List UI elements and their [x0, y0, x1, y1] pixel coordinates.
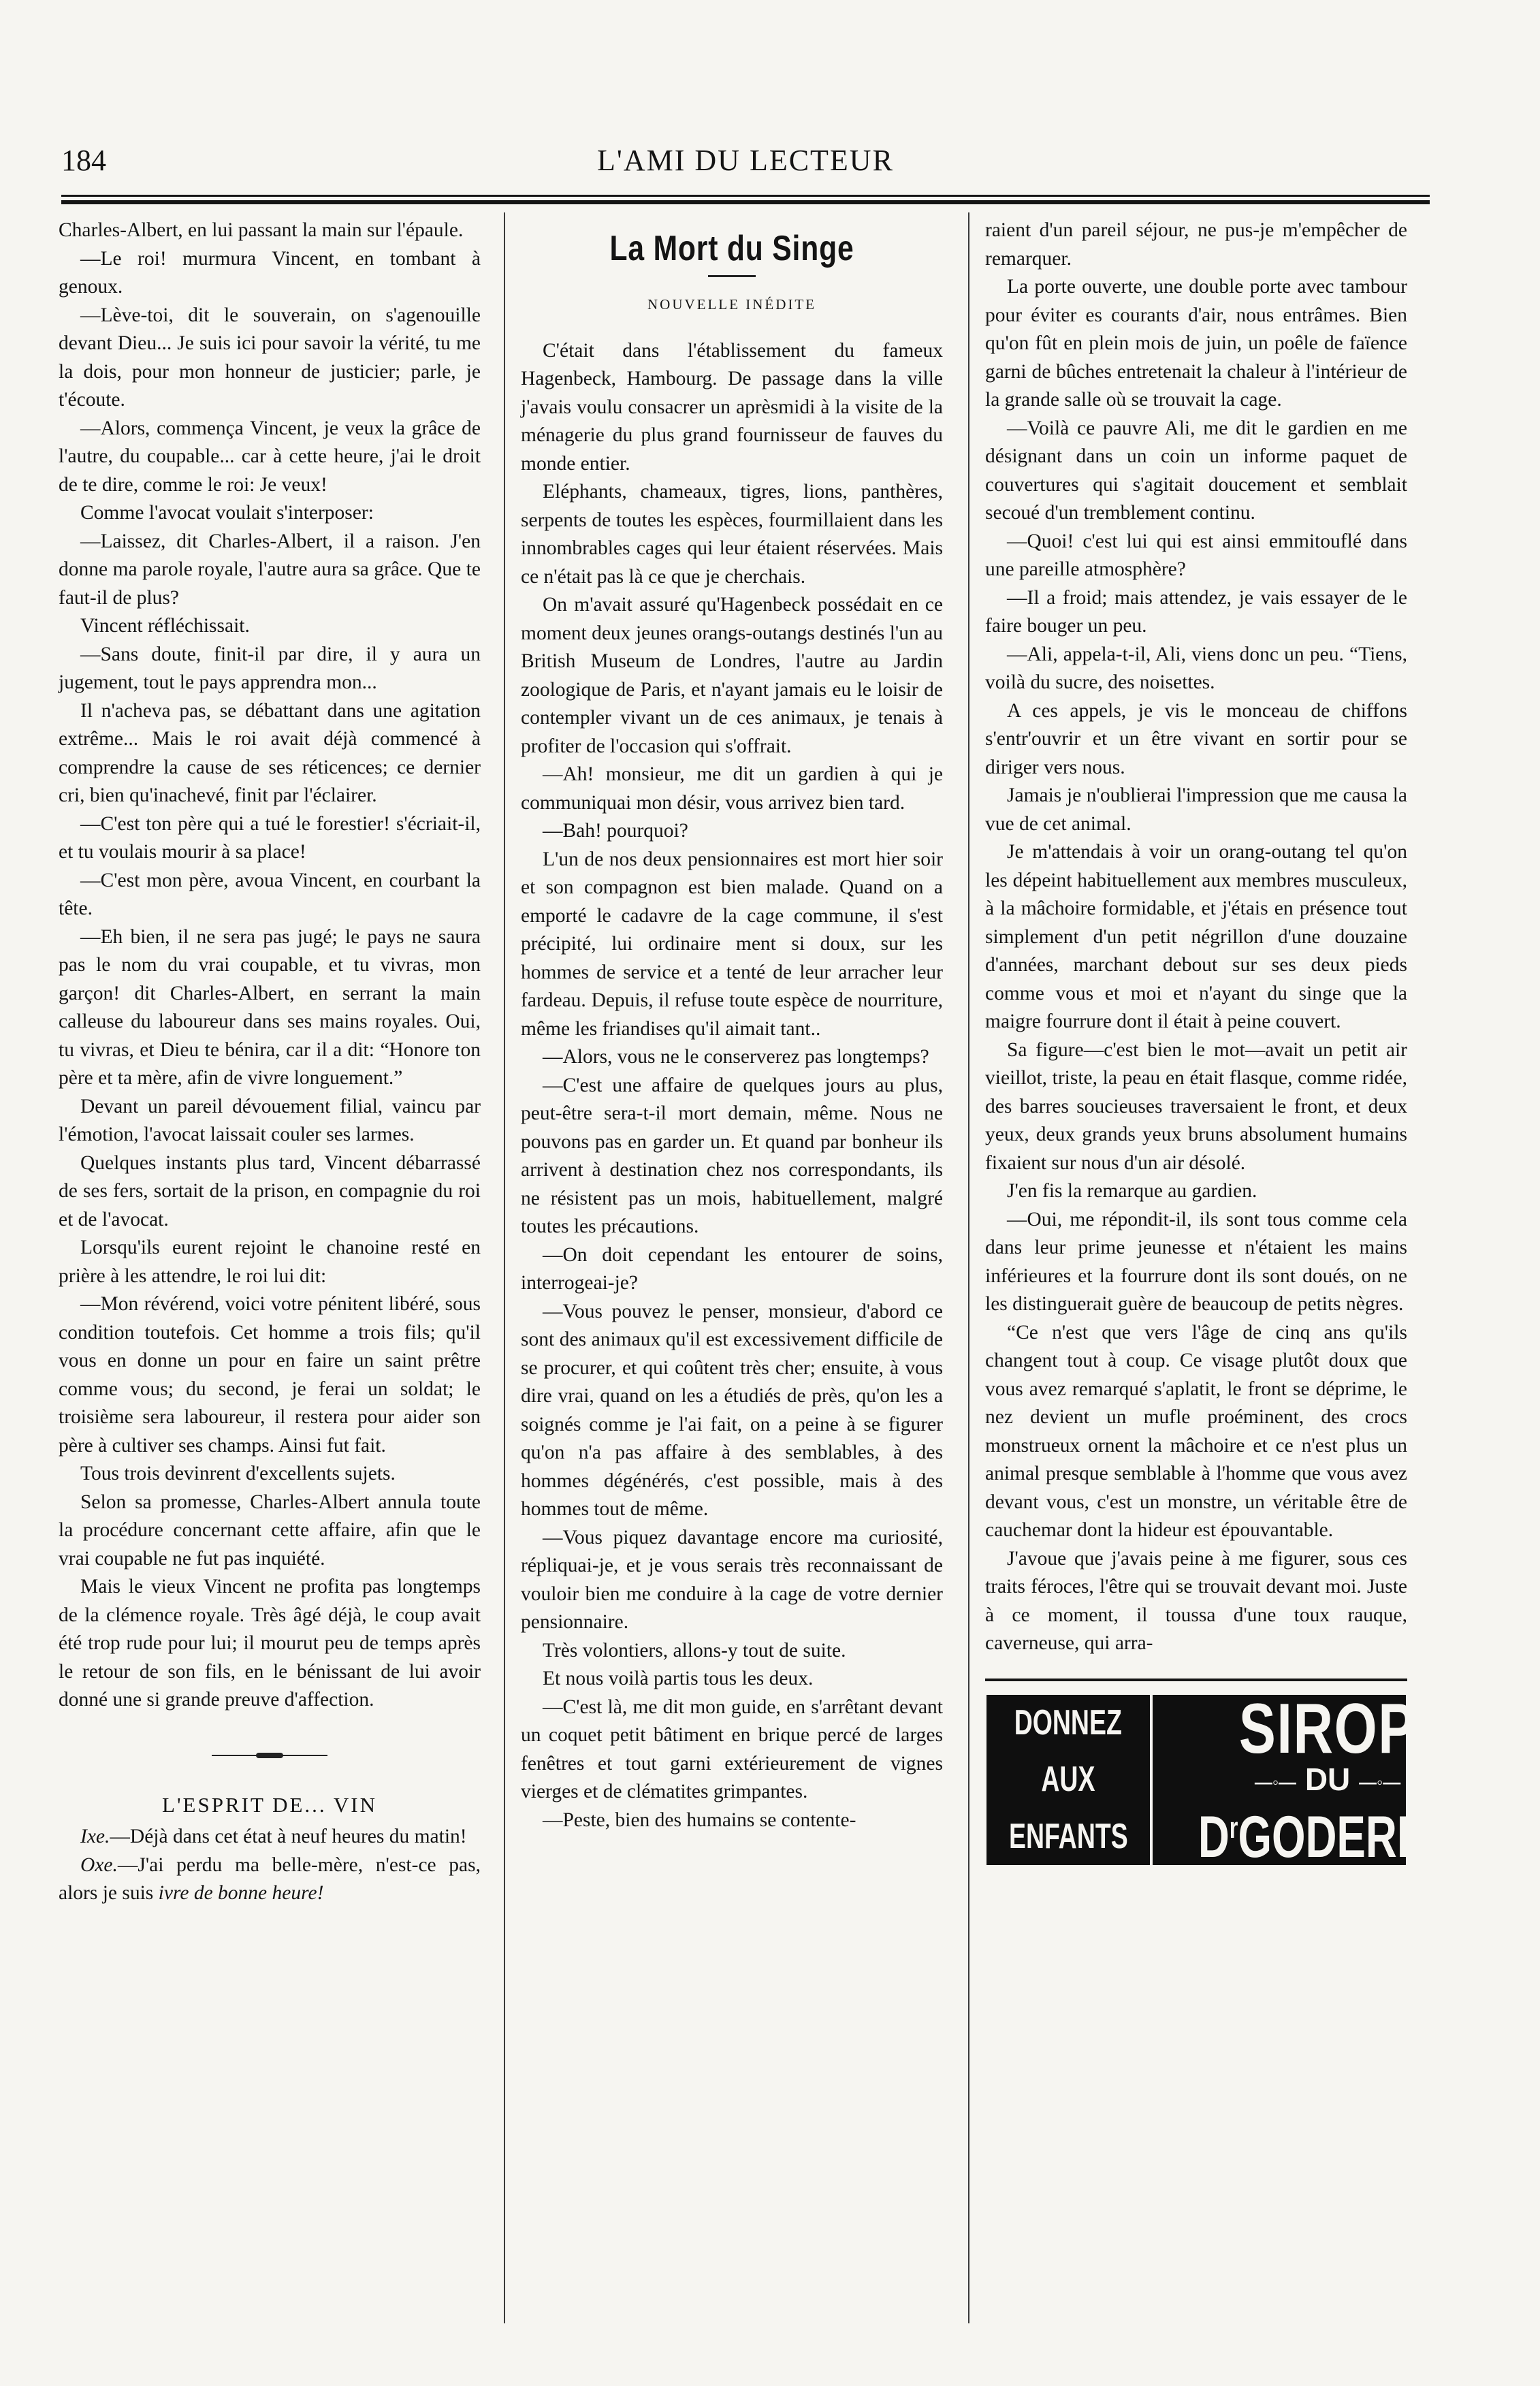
paragraph: C'était dans l'établissement du fameux Hagenbeck, Hambourg. De passage dans la ville j'avais voulu consacrer un aprèsmidi à la visite de la ménagerie du plus grand fournisseur de fauves du monde entier.: [521, 339, 943, 475]
paragraph: —Oui, me répondit-il, ils sont tous comme cela dans leur prime jeunesse et n'étaient les mains inférieures et la fourrure dont ils sont doués, on ne les distinguerait guère de beaucoup de petits nègres.: [985, 1208, 1407, 1315]
ornament-dot-icon: —◦—: [1254, 1771, 1297, 1792]
paragraph: La porte ouverte, une double porte avec tambour pour éviter es courants d'air, nous entrâmes. Bien qu'on fût en plein mois de juin, un poêle de faïence garni de bûches entretenait la chaleur à l'intérieur de la grande salle où se trouvait la cage.: [985, 276, 1407, 411]
header-rule-thick: [61, 200, 1430, 204]
story-title: La Mort du Singe: [609, 229, 854, 268]
paragraph: —Alors, commença Vincent, je veux la grâce de l'autre, du coupable... car à cette heure, j'ai le droit de te dire, comme le roi: Je veux!: [59, 417, 481, 496]
column-divider: [968, 212, 969, 2323]
ornament-dot-icon: —◦—: [1359, 1771, 1401, 1792]
paragraph: Sa figure—c'est bien le mot—avait un petit air vieillot, triste, la peau en était flasque, comme ridée, des barres soucieuses traversaient le front, et deux yeux, deux grands yeux bruns absolument humains fixaient sur nous d'un air désolé.: [985, 1038, 1407, 1174]
paragraph: L'un de nos deux pensionnaires est mort hier soir et son compagnon est bien malade. Quand on a emporté le cadavre de la cage commune, il s'est précipité, lui ordinaire ment si doux, sur les hommes de service et a tenté de leur arracher leur fardeau. Depuis, il refuse toute espèce de nourriture, même les friandises qu'il aimait tant..: [521, 848, 943, 1040]
ad-left-line: ENFANTS: [1008, 1816, 1128, 1856]
esprit-title: L'ESPRIT DE... VIN: [162, 1792, 377, 1817]
dialogue-text: —J'ai perdu ma belle-mère, n'est-ce pas, alors je suis: [59, 1854, 481, 1904]
paragraph: —Voilà ce pauvre Ali, me dit le gardien en me désignant dans un coin un informe paquet de couvertures qui s'agitait doucement et semblait secoué d'un tremblement continu.: [985, 417, 1407, 524]
paragraph: A ces appels, je vis le monceau de chiffons s'entr'ouvrir et un être vivant en sortir pour se diriger vers nous.: [985, 699, 1407, 778]
column-divider: [504, 212, 505, 2323]
paragraph: Et nous voilà partis tous les deux.: [543, 1668, 814, 1689]
paragraph: —Mon révérend, voici votre pénitent libéré, sous condition toutefois. Cet homme a trois fils; qu'il vous en donne un pour en faire un saint prêtre comme vous; du second, je ferai un soldat; le troisième sera laboureur, il restera pour aider son père à cultiver ses champs. Ainsi fut fait.: [59, 1293, 481, 1457]
paragraph: J'en fis la remarque au gardien.: [1007, 1180, 1257, 1202]
paragraph: —Le roi! murmura Vincent, en tombant à genoux.: [59, 247, 481, 298]
paragraph: —Bah! pourquoi?: [543, 820, 688, 842]
paragraph: —Vous piquez davantage encore ma curiosité, répliquai-je, et je vous serais très reconnaissant de vouloir bien me conduire à la cage de votre dernier pensionnaire.: [521, 1526, 943, 1633]
ad-brand: $D^rGODERRE$: [1198, 1804, 1458, 1871]
ad-left-panel: [986, 1695, 1153, 1865]
paragraph: Charles-Albert, en lui passant la main sur l'épaule.: [59, 219, 464, 241]
paragraph: Je m'attendais à voir un orang-outang tel qu'on les dépeint habituellement aux membres musculeux, à la mâchoire formidable, et j'étais en présence tout simplement d'un petit négrillon d'une douzaine d'années, marchant debout sur ses deux pieds comme vous et moi et n'ayant du singe que la maigre fourrure dont il était à peine couvert.: [985, 841, 1407, 1032]
paragraph: —C'est là, me dit mon guide, en s'arrêtant devant un coquet petit bâtiment en brique percé de larges fenêtres et tout garni extérieurement de vignes vierges et de clématites grimpantes.: [521, 1696, 943, 1802]
column-1: [59, 217, 481, 2338]
paragraph: —Quoi! c'est lui qui est ainsi emmitouflé dans une pareille atmosphère?: [985, 530, 1407, 580]
paragraph: Jamais je n'oublierai l'impression que me causa la vue de cet animal.: [985, 784, 1407, 835]
title-rule: [708, 275, 756, 277]
paragraph: —Vous pouvez le penser, monsieur, d'abord ce sont des animaux qu'il est excessivement difficile de se procurer, et qui coûtent très cher; ensuite, à vous dire vrai, quand on les a étudiés de près, qu'on les a soignés comme je l'ai fait, on a peine à se figurer qu'on n'a pas affaire à des semblables, à des hommes dégénérés, c'est possible, mais à des hommes tout de même.: [521, 1300, 943, 1520]
paragraph: —Ah! monsieur, me dit un gardien à qui je communiquai mon désir, vous arrivez bien tard.: [521, 763, 943, 814]
ad-connector: —◦— DU —◦—: [1254, 1761, 1401, 1797]
paragraph: —Lève-toi, dit le souverain, on s'agenouille devant Dieu... Je suis ici pour savoir la vérité, tu me la dois, pour mon honneur de justicier; parle, je t'écoute.: [59, 304, 481, 411]
paragraph: On m'avait assuré qu'Hagenbeck possédait en ce moment deux jeunes orangs-outangs destinés l'un au British Museum de Londres, l'autre au Jardin zoologique de Paris, et n'ayant jamais eu le loisir de contempler vivant un de ces animaux, je tenais à profiter de l'occasion qui s'offrait.: [521, 594, 943, 757]
paragraph: Quelques instants plus tard, Vincent débarrassé de ses fers, sortait de la prison, en compagnie du roi et de l'avocat.: [59, 1151, 481, 1230]
paragraph: —Alors, vous ne le conserverez pas longtemps?: [543, 1046, 929, 1068]
paragraph: Il n'acheva pas, se débattant dans une agitation extrême... Mais le roi avait déjà commencé à comprendre la cause de ses réticences; ce dernier cri, bien qu'inachevé, finit par l'éclairer.: [59, 699, 481, 806]
paragraph: —C'est une affaire de quelques jours au plus, peut-être sera-t-il mort demain, même. Nous ne pouvons pas en garder un. Et quand par bonheur ils arrivent à destination chez nos correspondants, ils ne résistent pas un mois, habituellement, malgré toutes les précautions.: [521, 1074, 943, 1237]
paragraph: J'avoue que j'avais peine à me figurer, sous ces traits féroces, l'être qui se trouvait devant moi. Juste à ce moment, il toussa d'une toux rauque, caverneuse, qui arra-: [985, 1547, 1407, 1654]
paragraph: Mais le vieux Vincent ne profita pas longtemps de la clémence royale. Très âgé déjà, le coup avait été trop rude pour lui; il mourut peu de temps après le retour de son fils, en le bénissant de lui avoir donné une si grande preuve d'affection.: [59, 1576, 481, 1711]
advertisement-rule: [985, 1679, 1407, 1681]
punchline: ivre de bonne heure!: [158, 1882, 324, 1904]
paragraph: —Sans doute, finit-il par dire, il y aura un jugement, tout le pays apprendra mon...: [59, 643, 481, 693]
paragraph: “Ce n'est que vers l'âge de cinq ans qu'ils changent tout à coup. Ce visage plutôt doux que vous avez remarqué s'aplatit, le front se déprime, le nez devient un mufle proéminent, des crocs monstrueux ornent la mâchoire et ce n'est plus un animal presque semblable à l'homme que vous avez devant vous, c'est un monstre, un véritable être de cauchemar dont la hideur est épouvantable.: [985, 1321, 1407, 1541]
page-header: [61, 143, 1430, 184]
esprit-line: [59, 1823, 481, 1851]
story-kicker: NOUVELLE INÉDITE: [647, 296, 817, 313]
running-title: L'AMI DU LECTEUR: [597, 144, 894, 177]
header-rule-thin: [61, 195, 1430, 197]
paragraph: —Peste, bien des humains se contente-: [543, 1809, 856, 1831]
paragraph: Vincent réfléchissait.: [80, 615, 250, 637]
paragraph: Selon sa promesse, Charles-Albert annula toute la procédure concernant cette affaire, afin que le vrai coupable ne fut pas inquiété.: [59, 1491, 481, 1570]
ad-left-line: AUX: [1041, 1760, 1095, 1800]
paragraph: Devant un pareil dévouement filial, vaincu par l'émotion, l'avocat laissait couler ses larmes.: [59, 1095, 481, 1145]
page-number: 184: [61, 144, 106, 177]
paragraph: Tous trois devinrent d'excellents sujets.: [80, 1463, 396, 1484]
ad-product: SIROP: [1238, 1689, 1417, 1768]
ad-left-line: DONNEZ: [1014, 1703, 1123, 1743]
paragraph: —Eh bien, il ne sera pas jugé; le pays ne saura pas le nom du vrai coupable, et tu vivras, mon garçon! dit Charles-Albert, en serrant la main calleuse du laboureur dans ses mains royales. Oui, tu vivras, et Dieu te bénira, car il a dit: “Honore ton père et ta mère, afin de vivre longuement.”: [59, 925, 481, 1089]
paragraph: Lorsqu'ils eurent rejoint le chanoine resté en prière à les attendre, le roi lui dit:: [59, 1237, 481, 1287]
column-2: [521, 217, 943, 2338]
dialogue-text: —Déjà dans cet état à neuf heures du matin!: [110, 1826, 467, 1847]
column-3: [985, 217, 1458, 2338]
paragraph: raient d'un pareil séjour, ne pus-je m'empêcher de remarquer.: [985, 219, 1407, 270]
esprit-line: [59, 1851, 481, 1908]
paragraph: —On doit cependant les entourer de soins, interrogeai-je?: [521, 1243, 943, 1294]
paragraph: —C'est mon père, avoua Vincent, en courbant la tête.: [59, 869, 481, 919]
ad-right-panel: [1153, 1689, 1503, 1871]
speaker-name: Oxe.: [80, 1854, 118, 1876]
paragraph: —Ali, appela-t-il, Ali, viens donc un peu. “Tiens, voilà du sucre, des noisettes.: [985, 643, 1407, 693]
paragraph: —Laissez, dit Charles-Albert, il a raison. J'en donne ma parole royale, l'autre aura sa grâce. Que te faut-il de plus?: [59, 530, 481, 609]
section-ornament: [212, 1753, 327, 1758]
paragraph: —Il a froid; mais attendez, je vais essayer de le faire bouger un peu.: [985, 586, 1407, 637]
paragraph: Très volontiers, allons-y tout de suite.: [543, 1639, 846, 1661]
paragraph: Comme l'avocat voulait s'interposer:: [80, 502, 374, 524]
paragraph: Eléphants, chameaux, tigres, lions, panthères, serpents de toutes les espèces, fourmillaient dans les innombrables cages qui leur étaient réservées. Mais ce n'était pas là ce que je cherchais.: [521, 481, 943, 588]
speaker-name: Ixe.: [80, 1826, 110, 1847]
sirop-advertisement: [986, 1689, 1458, 1871]
paragraph: —C'est ton père qui a tué le forestier! s'écriait-il, et tu voulais mourir à sa place!: [59, 812, 481, 863]
